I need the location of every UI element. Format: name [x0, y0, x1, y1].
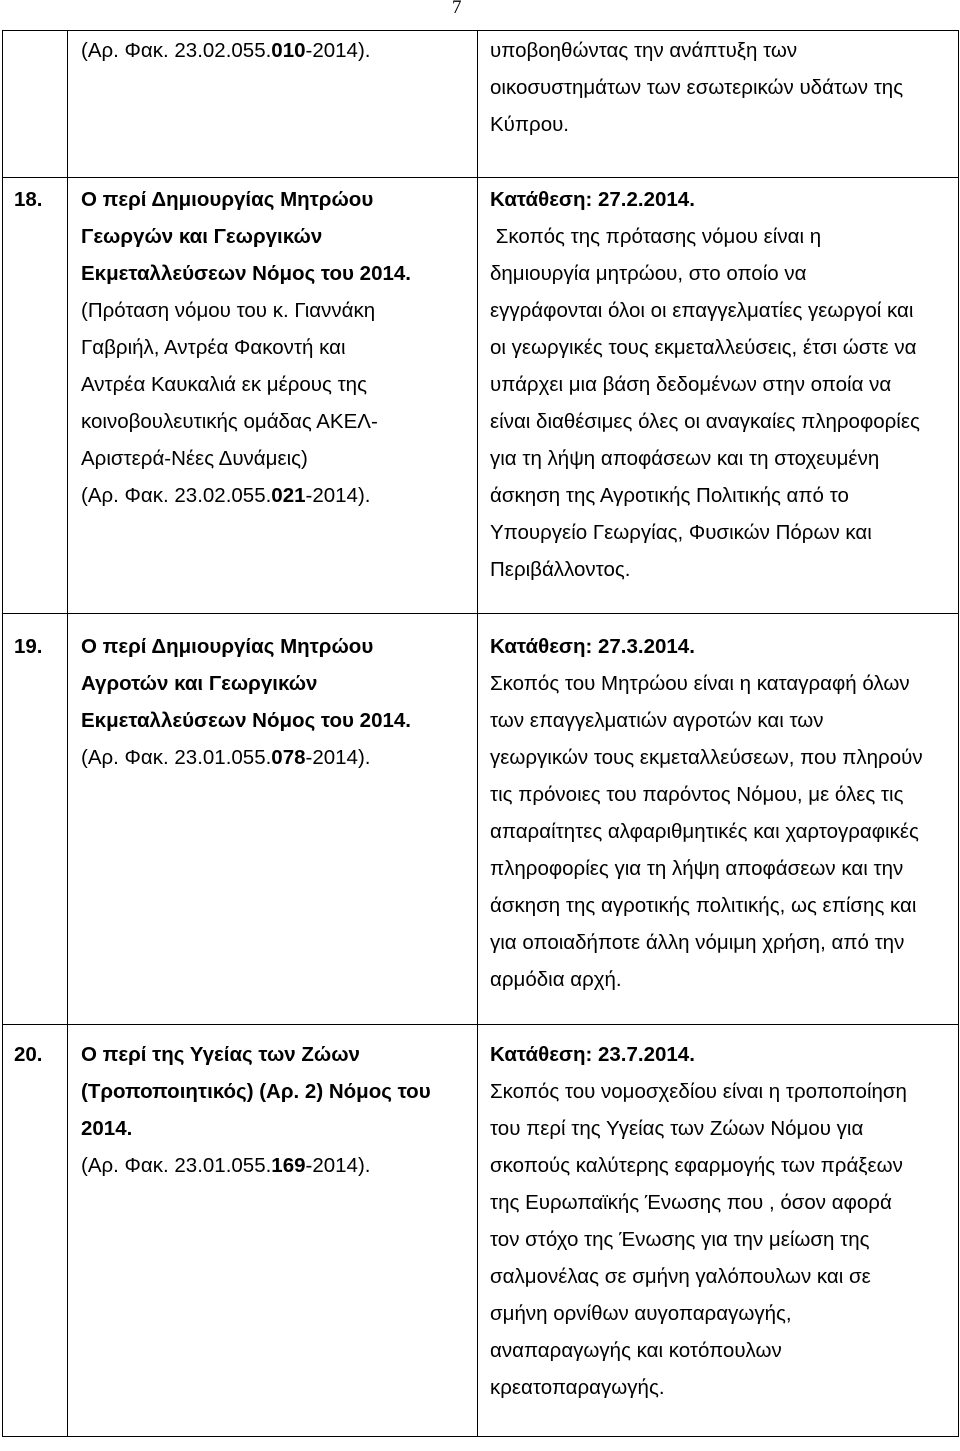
description-line: σαλμονέλας σε σμήνη γαλόπουλων και σε: [490, 1265, 871, 1288]
file-reference: [81, 1147, 477, 1184]
file-reference-prefix: (Αρ. Φακ. 23.02.055.: [81, 39, 272, 62]
filing-date: Κατάθεση: 23.7.2014.: [490, 1043, 695, 1066]
item-title-cell: [68, 614, 478, 1025]
file-reference-prefix: (Αρ. Φακ. 23.01.055.: [81, 1154, 272, 1177]
item-number: 20.: [14, 1043, 43, 1066]
bill-title-line: Εκμεταλλεύσεων Νόμος του 2014.: [81, 709, 411, 732]
bill-title-line: Αγροτών και Γεωργικών: [81, 672, 318, 695]
bill-title-line: Ο περί της Υγείας των Ζώων: [81, 1043, 360, 1066]
table-row: [3, 614, 959, 1025]
description-line: απαραίτητες αλφαριθμητικές και χαρτογραφικές: [490, 820, 919, 843]
file-reference: [81, 477, 477, 514]
description-line: της Ευρωπαϊκής Ένωσης που , όσον αφορά: [490, 1191, 892, 1214]
bill-note-line: (Πρόταση νόμου του κ. Γιαννάκη: [81, 299, 376, 322]
description-line: Κύπρου.: [490, 113, 569, 136]
description-line: άσκηση της Αγροτικής Πολιτικής από το: [490, 484, 849, 507]
bill-title-line: Εκμεταλλεύσεων Νόμος του 2014.: [81, 262, 411, 285]
bill-note-line: Γαβριήλ, Αντρέα Φακοντή και: [81, 336, 346, 359]
file-reference-suffix: -2014).: [305, 746, 371, 769]
description-line: αρμόδια αρχή.: [490, 968, 622, 991]
description-line: κρεατοπαραγωγής.: [490, 1376, 665, 1399]
file-reference: [81, 32, 477, 69]
description-line: τις πρόνοιες του παρόντος Νόμου, με όλες τις: [490, 783, 904, 806]
description-line: οι γεωργικές τους εκμεταλλεύσεις, έτσι ώστε να: [490, 336, 917, 359]
description-line: πληροφορίες για τη λήψη αποφάσεων και την: [490, 857, 904, 880]
bill-title-line: (Τροποποιητικός) (Αρ. 2) Νόμος του: [81, 1080, 431, 1103]
description-line: Περιβάλλοντος.: [490, 558, 631, 581]
description-line: γεωργικών τους εκμεταλλεύσεων, που πληρούν: [490, 746, 923, 769]
filing-date: Κατάθεση: 27.2.2014.: [490, 188, 695, 211]
description-line: Σκοπός του νομοσχεδίου είναι η τροποποίηση: [490, 1080, 907, 1103]
filing-date: Κατάθεση: 27.3.2014.: [490, 635, 695, 658]
item-number-cell: [3, 614, 68, 1025]
file-reference-suffix: -2014).: [305, 39, 371, 62]
bill-title-line: 2014.: [81, 1117, 133, 1140]
bills-table: [2, 30, 959, 1437]
description-line: για τη λήψη αποφάσεων και τη στοχευμένη: [490, 447, 880, 470]
file-reference-number: 021: [271, 484, 306, 507]
description-line: Σκοπός της πρότασης νόμου είναι η: [490, 225, 822, 248]
item-number-cell: [3, 31, 68, 178]
description-line: του περί της Υγείας των Ζώων Νόμου για: [490, 1117, 864, 1140]
description-line: σκοπούς καλύτερης εφαρμογής των πράξεων: [490, 1154, 903, 1177]
bill-note-line: Αριστερά-Νέες Δυνάμεις): [81, 447, 308, 470]
description-line: υπάρχει μια βάση δεδομένων στην οποία να: [490, 373, 892, 396]
item-description-cell: [478, 31, 959, 178]
file-reference-number: 078: [271, 746, 306, 769]
bill-title-line: Ο περί Δημιουργίας Μητρώου: [81, 188, 374, 211]
item-description-cell: [478, 1025, 959, 1437]
description-line: υποβοηθώντας την ανάπτυξη των: [490, 39, 798, 62]
description-line: Υπουργείο Γεωργίας, Φυσικών Πόρων και: [490, 521, 872, 544]
description-line: Σκοπός του Μητρώου είναι η καταγραφή όλων: [490, 672, 910, 695]
bill-title-line: Ο περί Δημιουργίας Μητρώου: [81, 635, 374, 658]
description-line: για οποιαδήποτε άλλη νόμιμη χρήση, από την: [490, 931, 905, 954]
bill-title-line: Γεωργών και Γεωργικών: [81, 225, 323, 248]
item-description-cell: [478, 614, 959, 1025]
table-row: [3, 178, 959, 614]
description-line: των επαγγελματιών αγροτών και των: [490, 709, 824, 732]
description-line: αναπαραγωγής και κοτόπουλων: [490, 1339, 782, 1362]
file-reference-prefix: (Αρ. Φακ. 23.01.055.: [81, 746, 272, 769]
description-line: τον στόχο της Ένωσης για την μείωση της: [490, 1228, 870, 1251]
item-number: 19.: [14, 635, 43, 658]
item-title-cell: [68, 178, 478, 614]
description-line: εγγράφονται όλοι οι επαγγελματίες γεωργοί και: [490, 299, 914, 322]
page-number: 7: [452, 0, 462, 18]
file-reference-prefix: (Αρ. Φακ. 23.02.055.: [81, 484, 272, 507]
item-title-cell: [68, 1025, 478, 1437]
description-line: άσκηση της αγροτικής πολιτικής, ως επίσης και: [490, 894, 917, 917]
item-description-cell: [478, 178, 959, 614]
bill-note-line: Αντρέα Καυκαλιά εκ μέρους της: [81, 373, 367, 396]
description-line: δημιουργία μητρώου, στο οποίο να: [490, 262, 807, 285]
item-title-cell: [68, 31, 478, 178]
table-row: [3, 1025, 959, 1437]
file-reference-suffix: -2014).: [305, 1154, 371, 1177]
description-line: είναι διαθέσιμες όλες οι αναγκαίες πληροφορίες: [490, 410, 920, 433]
description-line: οικοσυστημάτων των εσωτερικών υδάτων της: [490, 76, 904, 99]
item-number-cell: [3, 1025, 68, 1437]
bill-note-line: κοινοβουλευτικής ομάδας ΑΚΕΛ-: [81, 410, 378, 433]
item-number: 18.: [14, 188, 43, 211]
file-reference: [81, 739, 477, 776]
item-number-cell: [3, 178, 68, 614]
file-reference-number: 169: [271, 1154, 306, 1177]
file-reference-suffix: -2014).: [305, 484, 371, 507]
table-row: [3, 31, 959, 178]
description-line: σμήνη ορνίθων αυγοπαραγωγής,: [490, 1302, 792, 1325]
file-reference-number: 010: [271, 39, 306, 62]
